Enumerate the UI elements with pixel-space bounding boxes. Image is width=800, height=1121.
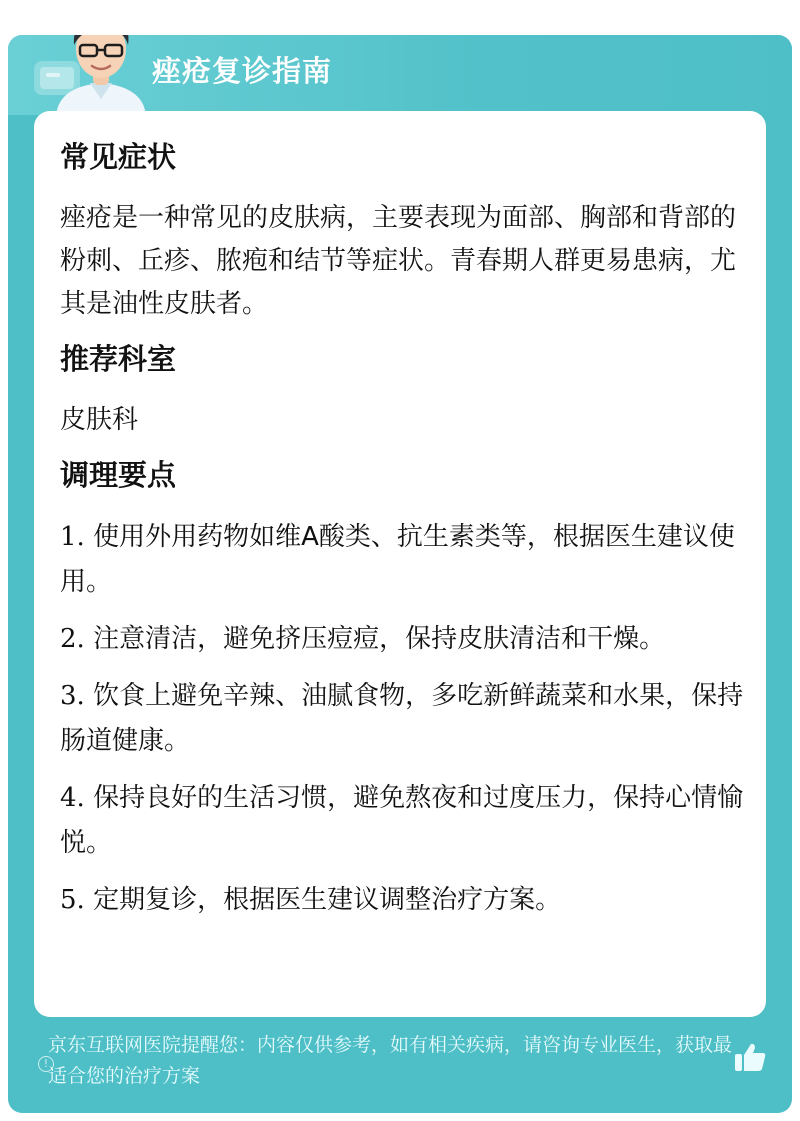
care-item-number: 3.: [60, 681, 85, 711]
care-list-item: [60, 515, 750, 605]
care-item-number: 5.: [60, 885, 85, 915]
doctor-avatar: [46, 35, 156, 119]
care-item-number: 1.: [60, 522, 85, 552]
care-item-text: 定期复诊，根据医生建议调整治疗方案。: [93, 885, 562, 915]
care-item-text: 保持良好的生活习惯，避免熬夜和过度压力，保持心情愉悦。: [60, 783, 744, 858]
care-list-item: [60, 878, 750, 923]
footer-disclaimer: 京东互联网医院提醒您：内容仅供参考，如有相关疾病，请咨询专业医生，获取最适合您的治疗方案: [48, 1034, 733, 1087]
guide-panel: [8, 35, 792, 1113]
care-item-text: 饮食上避免辛辣、油腻食物，多吃新鲜蔬菜和水果，保持肠道健康。: [60, 681, 744, 756]
care-list-item: [60, 674, 750, 764]
care-item-text: 使用外用药物如维A酸类、抗生素类等，根据医生建议使用。: [60, 522, 735, 597]
section-title-department: 推荐科室: [60, 342, 177, 376]
thumbs-up-icon[interactable]: [732, 1041, 768, 1073]
department-text: 皮肤科: [60, 405, 139, 435]
care-item-text: 注意清洁，避免挤压痘痘，保持皮肤清洁和干燥。: [93, 624, 666, 654]
section-title-symptoms: 常见症状: [60, 140, 177, 174]
care-list-item: [60, 776, 750, 866]
care-item-number: 4.: [60, 783, 85, 813]
info-icon: !: [38, 1056, 54, 1072]
care-list-item: [60, 617, 750, 662]
care-item-number: 2.: [60, 624, 85, 654]
symptoms-text: 痤疮是一种常见的皮肤病，主要表现为面部、胸部和背部的粉刺、丘疹、脓疱和结节等症状。青春期人群更易患病，尤其是油性皮肤者。: [60, 203, 737, 319]
content-card: [34, 111, 766, 1017]
section-title-care: 调理要点: [60, 458, 177, 492]
page-title: 痤疮复诊指南: [152, 54, 333, 88]
